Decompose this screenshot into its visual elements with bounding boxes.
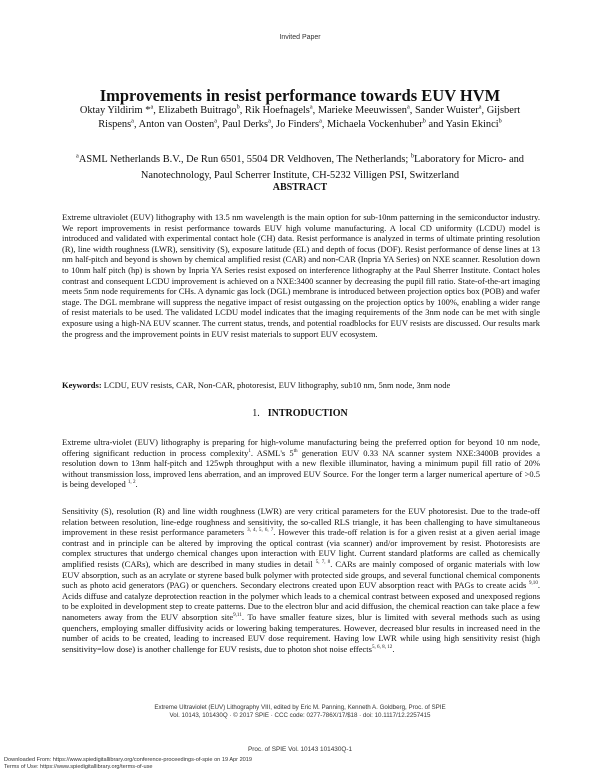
superscript: b bbox=[498, 117, 502, 125]
superscript: a bbox=[319, 117, 322, 125]
downloaded-from: Downloaded From: https://www.spiedigitallibrary.org/conference-proceedings-of-spie on 19 Apr 2019 bbox=[4, 757, 253, 763]
section-heading-introduction bbox=[0, 408, 600, 419]
superscript: a bbox=[268, 117, 271, 125]
text-segment: Extreme ultraviolet (EUV) lithography with 13.5 nm wavelength is the main option for sub-10nm patterning in the semiconductor industry. We report improvements in resist performance towards EUV high volume manufacturing. A local CD uniformity (LCDU) model is introduced and validated with experimental contact hole (CH) data. Resist performance is analyzed in terms of ultimate printing resolution (R), line width roughness (LWR), sensitivity (S), exposure latitude (EL) and depth of focus (DOF). Resist performance of dense lines at 13 nm half-pitch and beyond is shown by chemical amplified resist (CAR) and non-CAR (Inpria YA Series) on NXE scanner. Resolution down to 10nm half pitch (hp) is shown by Inpria YA Series resist exposed on interference lithography at the Paul Sherrer Institute. Contact holes contrast and consequent LCDU improvement is achieved on a NXE:3400 scanner by decreasing the pupil fill ratio. State-of-the-art imaging meets 5nm node requirements for CHs. A dynamic gas lock (DGL) membrane is introduced between projection optics box (POB) and wafer stage. The DGL membrane will suppress the negative impact of resist outgassing on the projection optics by 100%, enabling a wider range of resist materials to be used. The validated LCDU model indicates that the imaging requirements of the 3nm node can be met with single exposure using a high-NA EUV scanner. The current status, trends, and potential roadblocks for EUV resists are discussed. Our results mark the progress and the improvement points in EUV resist materials to support EUV ecosystem. bbox=[62, 212, 540, 339]
abstract-text bbox=[62, 212, 540, 339]
text-segment: , Sander Wuister bbox=[409, 105, 479, 116]
text-segment: . bbox=[392, 643, 395, 654]
text-segment: , Marieke Meeuwissen bbox=[312, 105, 407, 116]
text-segment: , Elizabeth Buitrago bbox=[153, 105, 237, 116]
superscript: 9,10 bbox=[528, 580, 538, 587]
text-segment: Sensitivity (S), resolution (R) and line width roughness (LWR) are very critical parameters for the EUV photoresist. Due to the trade-off relation between resolution, line-edge roughness and sensitivity, the so-called RLS triangle, it has been challenging to have simultaneous improvement in these resist performance parameters bbox=[62, 506, 540, 538]
citation-footer bbox=[0, 704, 600, 719]
author-list bbox=[60, 104, 540, 132]
superscript: a bbox=[214, 117, 217, 125]
text-segment: , Gijsbert Rispens bbox=[98, 105, 521, 130]
terms-of-use: Terms of Use: https://www.spiedigitallibrary.org/terms-of-use bbox=[4, 763, 153, 770]
text-segment: . bbox=[135, 479, 138, 490]
superscript: a bbox=[131, 117, 134, 125]
superscript: a bbox=[478, 103, 482, 111]
text-segment: . Acids diffuse and catalyze deprotection reaction in the polymer which leads to a chemical contrast between exposed and unexposed regions to be exploited in development step to create patterns. Due to the electron blur and acid diffusion, the chemical reaction can take place a few nanometers away from the EUV absorption site bbox=[62, 580, 540, 622]
superscript: b bbox=[422, 117, 426, 125]
superscript: 5, 7, 8 bbox=[315, 559, 331, 566]
text-segment: , Anton van Oosten bbox=[133, 119, 215, 130]
text-segment: . However this trade-off relation is for a given resist at a given aerial image contrast and in principle can be altered by improving the optical contrast (via scanner) and/or improvement by resist. Photoresists are complex structures that undergo chemical changes upon interaction with EUV light. Current standard platforms are called as chemically amplified resists (CARs), which are described in many studies in detail bbox=[62, 527, 540, 569]
text-segment: . To have smaller feature sizes, blur is limited with several methods such as using quenchers, employing smaller diffusivity acids or lowering baking temperatures. However, decreased blur results in increased need in the number of acids to be created, leading to increased EUV dose requirement. Having low LWR while using high sensitivity resist (high sensitivity=low dose) is another challenge for EUV resists, due to photon shot noise effects bbox=[62, 611, 540, 654]
text-segment: generation EUV 0.33 NA scanner system NXE:3400B provides a resolution down to 13nm half-pitch and 125wph throughput with a new flexible illuminator, having a minimum pupil fill ratio of 20% without transmission loss, improved lens aberration, and an improved EUV Source. For the longer term a larger numerical aperture of >0.5 is being developed bbox=[62, 447, 540, 490]
affiliations bbox=[60, 152, 540, 184]
invited-paper-label: Invited Paper bbox=[279, 34, 321, 41]
superscript: a bbox=[407, 103, 410, 111]
superscript: b bbox=[236, 103, 240, 111]
superscript: a bbox=[150, 103, 154, 111]
abstract-heading: ABSTRACT bbox=[272, 182, 328, 193]
text-segment: Oktay Yildirim * bbox=[79, 105, 151, 116]
citation-line-1: Extreme Ultraviolet (EUV) Lithography VIII, edited by Eric M. Panning, Kenneth A. Goldberg, Proc. of SPIE bbox=[154, 704, 446, 711]
keywords-label: Keywords: bbox=[62, 380, 102, 390]
text-segment: . CARs are mainly composed of organic materials with low EUV absorption, such as an acrylate or styrene based bulk polymer with protected side groups, and several functional chemical components such as photo acid generators (PAG) or quenchers. Secondary electrons created upon EUV absorption react with PAGs to create acids bbox=[62, 558, 540, 591]
superscript: 3, 4, 5, 6, 7 bbox=[247, 527, 274, 534]
intro-paragraph-2 bbox=[62, 506, 540, 654]
text-segment: and Yasin Ekinci bbox=[425, 119, 499, 130]
text-segment: Laboratory for Micro- and Nanotechnology, Paul Scherrer Institute, CH-5232 Villigen PSI, Switzerland bbox=[140, 154, 524, 181]
section-title: INTRODUCTION bbox=[267, 408, 348, 419]
text-segment: . ASML's 5 bbox=[250, 447, 294, 458]
superscript: a bbox=[76, 152, 79, 160]
superscript: th bbox=[293, 447, 298, 454]
citation-line-2: Vol. 10143, 101430Q · © 2017 SPIE · CCC code: 0277-786X/17/$18 · doi: 10.1117/12.2257415 bbox=[169, 711, 431, 719]
superscript: 1 bbox=[248, 447, 251, 454]
keywords bbox=[62, 380, 540, 391]
intro-paragraph-1 bbox=[62, 437, 540, 490]
text-segment: , Paul Derks bbox=[216, 119, 269, 130]
text-segment: ASML Netherlands B.V., De Run 6501, 5504 DR Veldhoven, The Netherlands; bbox=[78, 154, 411, 165]
superscript: 1, 2 bbox=[127, 479, 136, 486]
superscript: b bbox=[410, 152, 415, 160]
section-number: 1. bbox=[252, 408, 260, 419]
paper-title: Improvements in resist performance towards EUV HVM bbox=[99, 86, 501, 105]
text-segment: , Michaela Vockenhuber bbox=[321, 119, 423, 130]
text-segment: , Rik Hoefnagels bbox=[239, 105, 310, 116]
text-segment: , Jo Finders bbox=[270, 119, 320, 130]
download-notice bbox=[4, 757, 252, 771]
superscript: 5, 6, 8, 12 bbox=[371, 643, 393, 650]
superscript: a bbox=[309, 103, 313, 111]
keywords-list: LCDU, EUV resists, CAR, Non-CAR, photoresist, EUV lithography, sub10 nm, 5nm node, 3nm node bbox=[101, 380, 451, 390]
page-identifier: Proc. of SPIE Vol. 10143 101430Q-1 bbox=[247, 746, 353, 753]
superscript: 9,11 bbox=[233, 612, 242, 619]
text-segment: Extreme ultra-violet (EUV) lithography is preparing for high-volume manufacturing being the preferred option for beyond 10 nm node, offering significant reduction in process complexity bbox=[62, 437, 540, 458]
